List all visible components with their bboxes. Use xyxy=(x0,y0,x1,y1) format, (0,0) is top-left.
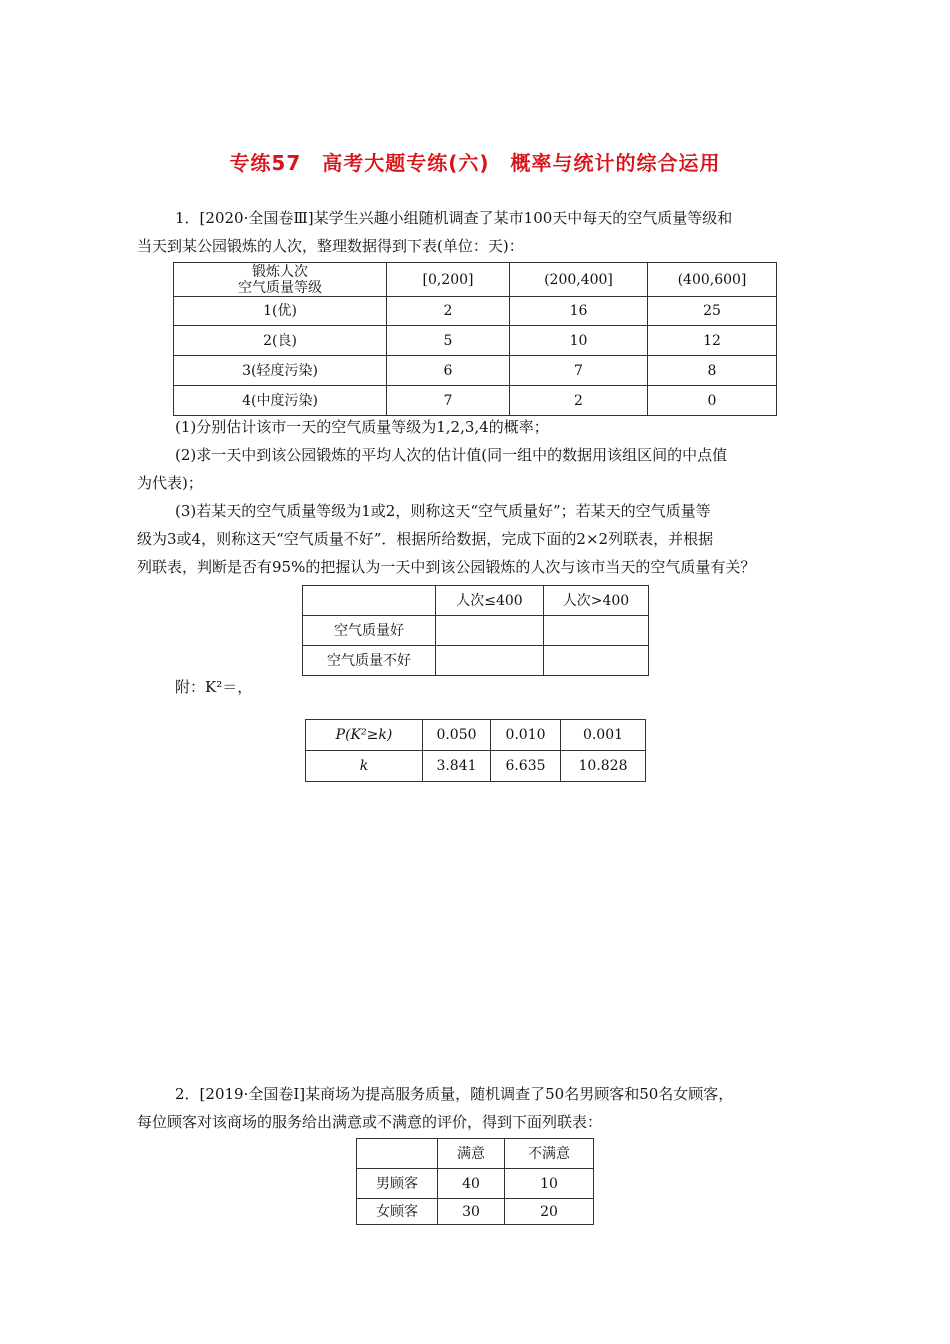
table-row xyxy=(174,386,777,416)
corner-top-label: 锻炼人次 xyxy=(252,263,308,280)
table-row xyxy=(357,1169,594,1199)
row-label: 空气质量好 xyxy=(303,616,436,646)
table-cell: 0.001 xyxy=(561,720,646,751)
row-label: 男顾客 xyxy=(357,1169,438,1199)
table-cell: 20 xyxy=(505,1199,594,1225)
q2-contingency-table xyxy=(356,1138,594,1225)
row-label: 女顾客 xyxy=(357,1199,438,1225)
row-label: 3(轻度污染) xyxy=(174,356,387,386)
column-header: 人次>400 xyxy=(544,586,649,616)
blank-cell xyxy=(436,646,544,676)
table-cell: 5 xyxy=(387,326,510,356)
column-header: (200,400] xyxy=(510,263,648,297)
corner-bottom-label: 空气质量等级 xyxy=(238,279,322,296)
row-label: P(K²≥k) xyxy=(306,720,423,751)
q1-part3-line3: 列联表，判断是否有95%的把握认为一天中到该公园锻炼的人次与该市当天的空气质量有关？ xyxy=(137,558,756,576)
table-cell: 30 xyxy=(438,1199,505,1225)
table-cell: 16 xyxy=(510,297,648,326)
table-cell: 7 xyxy=(387,386,510,416)
table-cell: 25 xyxy=(648,297,777,326)
table-cell: 0.050 xyxy=(423,720,491,751)
row-label: k xyxy=(306,751,423,782)
table-cell: 12 xyxy=(648,326,777,356)
column-header: 满意 xyxy=(438,1139,505,1169)
blank-cell xyxy=(544,646,649,676)
q1-line1: 1．[2020·全国卷Ⅲ]某学生兴趣小组随机调查了某市100天中每天的空气质量等级和 xyxy=(175,209,733,227)
empty-corner xyxy=(357,1139,438,1169)
table-cell: 3.841 xyxy=(423,751,491,782)
table-cell: 0 xyxy=(648,386,777,416)
table-cell: 40 xyxy=(438,1169,505,1199)
q1-part2-line2: 为代表)； xyxy=(137,474,203,492)
table-corner-header xyxy=(174,263,387,297)
table-cell: 2 xyxy=(387,297,510,326)
q2-line2: 每位顾客对该商场的服务给出满意或不满意的评价，得到下面列联表： xyxy=(137,1113,603,1131)
q1-data-table xyxy=(173,262,777,416)
table-row xyxy=(303,616,649,646)
column-header: 不满意 xyxy=(505,1139,594,1169)
row-label: 空气质量不好 xyxy=(303,646,436,676)
table-cell: 10 xyxy=(505,1169,594,1199)
table-row xyxy=(174,356,777,386)
contingency-table xyxy=(302,585,649,676)
table-cell: 0.010 xyxy=(491,720,561,751)
k-critical-table xyxy=(305,719,646,782)
table-cell: 10 xyxy=(510,326,648,356)
q1-part1: (1)分别估计该市一天的空气质量等级为1,2,3,4的概率； xyxy=(175,418,549,436)
q2-line1: 2．[2019·全国卷Ⅰ]某商场为提高服务质量，随机调查了50名男顾客和50名女顾客， xyxy=(175,1085,734,1103)
table-row xyxy=(303,646,649,676)
row-label: 4(中度污染) xyxy=(174,386,387,416)
table-row xyxy=(174,326,777,356)
table-cell: 2 xyxy=(510,386,648,416)
page-title: 专练57 高考大题专练(六) 概率与统计的综合运用 xyxy=(229,151,721,175)
column-header: 人次≤400 xyxy=(436,586,544,616)
table-row xyxy=(174,297,777,326)
blank-cell xyxy=(544,616,649,646)
table-cell: 6 xyxy=(387,356,510,386)
q1-part2-line1: (2)求一天中到该公园锻炼的平均人次的估计值(同一组中的数据用该组区间的中点值 xyxy=(175,446,728,464)
row-label: 1(优) xyxy=(174,297,387,326)
empty-corner xyxy=(303,586,436,616)
table-cell: 6.635 xyxy=(491,751,561,782)
table-row xyxy=(357,1199,594,1225)
table-cell: 10.828 xyxy=(561,751,646,782)
q1-line2: 当天到某公园锻炼的人次，整理数据得到下表(单位：天)： xyxy=(137,237,524,255)
q1-part3-line1: (3)若某天的空气质量等级为1或2，则称这天“空气质量好”；若某天的空气质量等 xyxy=(175,502,711,520)
column-header: (400,600] xyxy=(648,263,777,297)
blank-cell xyxy=(436,616,544,646)
table-cell: 7 xyxy=(510,356,648,386)
row-label: 2(良) xyxy=(174,326,387,356)
column-header: [0,200] xyxy=(387,263,510,297)
appendix-formula: 附：K²＝， xyxy=(175,678,253,696)
q1-part3-line2: 级为3或4，则称这天“空气质量不好”．根据所给数据，完成下面的2×2列联表，并根据 xyxy=(137,530,714,548)
table-cell: 8 xyxy=(648,356,777,386)
